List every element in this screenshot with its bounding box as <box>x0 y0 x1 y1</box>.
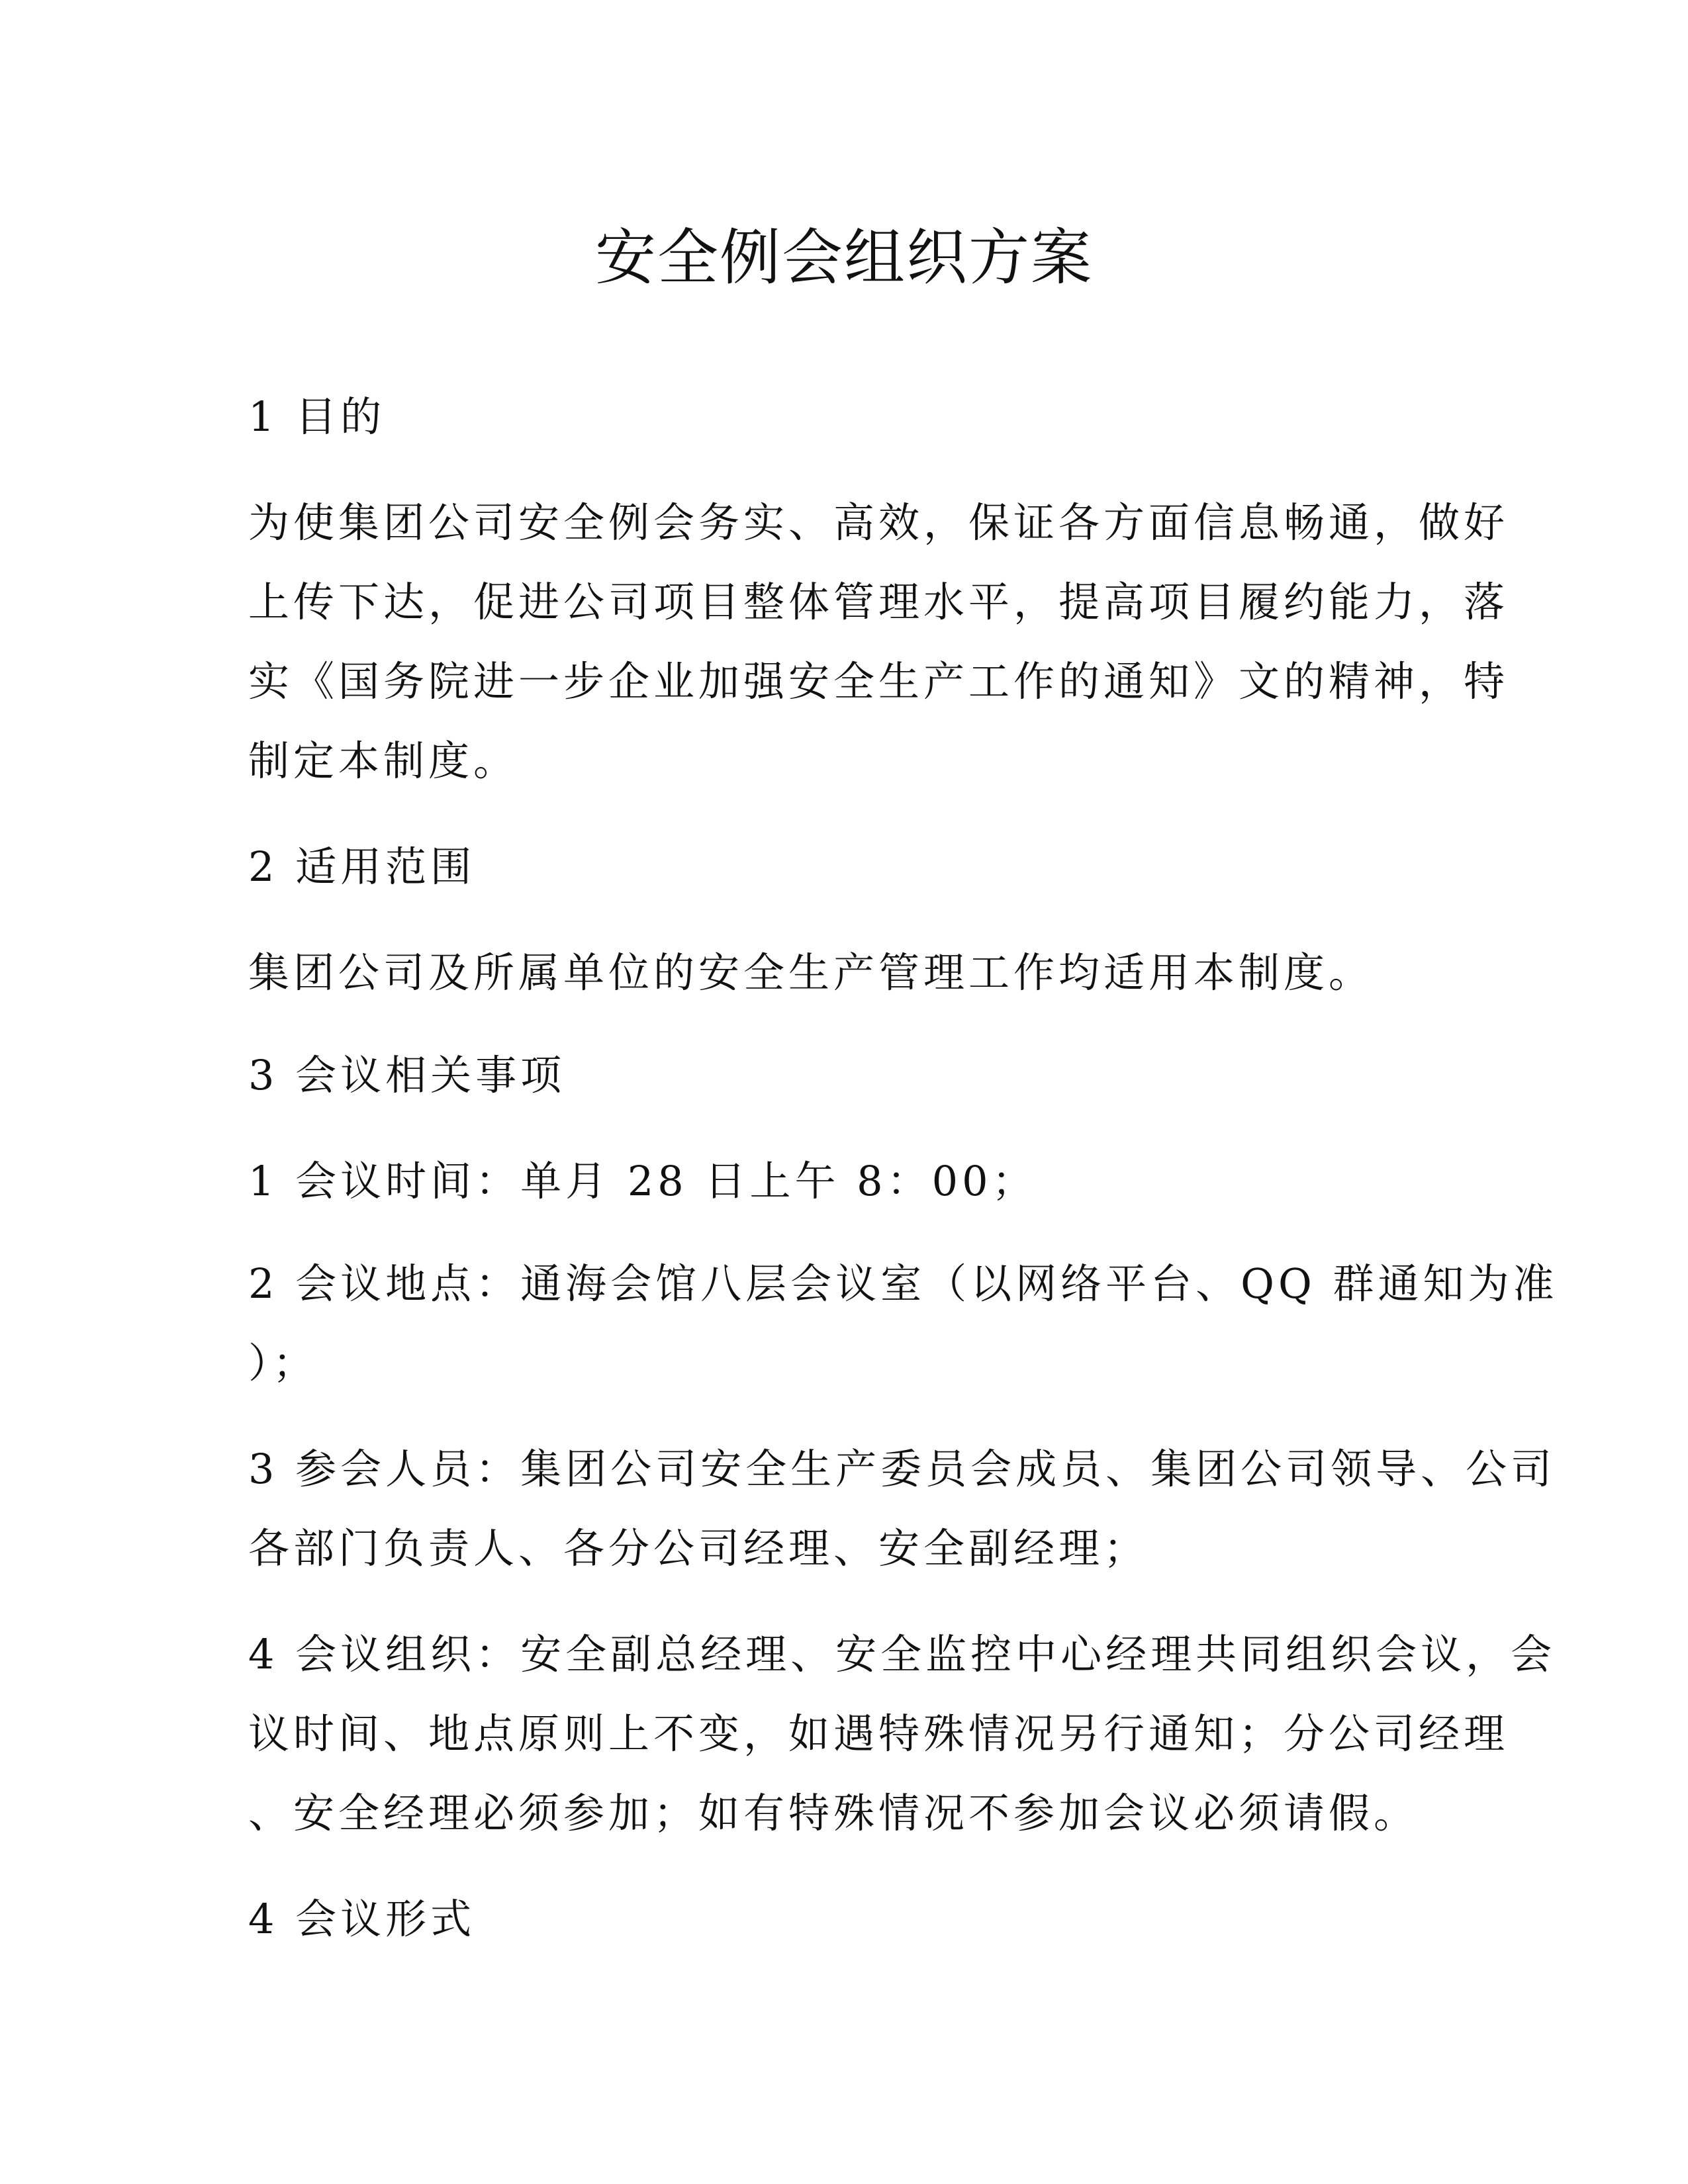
paragraph-line: 为使集团公司安全例会务实、高效，保证各方面信息畅通，做好 <box>248 498 1509 547</box>
section-3-heading <box>248 1036 1460 1115</box>
item-line: 议时间、地点原则上不变，如遇特殊情况另行通知；分公司经理 <box>248 1709 1509 1758</box>
meeting-item-time <box>248 1142 1460 1221</box>
item-line: ）； <box>248 1339 318 1387</box>
meeting-item-organization <box>248 1615 1556 1853</box>
section-heading-text: 3 会议相关事项 <box>248 1051 566 1099</box>
section-heading-text: 1 目的 <box>248 392 386 441</box>
item-line: 各部门负责人、各分公司经理、安全副经理； <box>248 1524 1149 1572</box>
item-line: 3 参会人员：集团公司安全生产委员会成员、集团公司领导、公司 <box>248 1445 1556 1493</box>
item-line: 4 会议组织：安全副总经理、安全监控中心经理共同组织会议，会 <box>248 1630 1556 1678</box>
meeting-item-attendees <box>248 1430 1556 1588</box>
item-line: 1 会议时间：单月 28 日上午 8：00； <box>248 1157 1037 1205</box>
section-1-body <box>248 483 1509 801</box>
section-2-heading <box>248 827 1460 907</box>
item-line: 、安全经理必须参加；如有特殊情况不参加会议必须请假。 <box>248 1789 1419 1837</box>
section-4-heading <box>248 1880 1460 1959</box>
paragraph-line: 集团公司及所属单位的安全生产管理工作均适用本制度。 <box>248 948 1374 997</box>
paragraph-line: 制定本制度。 <box>248 737 519 785</box>
paragraph-line: 上传下达，促进公司项目整体管理水平，提高项目履约能力，落 <box>248 578 1509 626</box>
section-heading-text: 4 会议形式 <box>248 1895 476 1943</box>
item-line: 2 会议地点：通海会馆八层会议室（以网络平台、QQ 群通知为准 <box>248 1259 1558 1308</box>
section-1-heading <box>248 377 1460 457</box>
meeting-item-location <box>248 1244 1558 1403</box>
document-title: 安全例会组织方案 <box>594 222 1093 293</box>
section-heading-text: 2 适用范围 <box>248 842 476 891</box>
paragraph-line: 实《国务院进一步企业加强安全生产工作的通知》文的精神，特 <box>248 657 1509 705</box>
section-2-body <box>248 933 1460 1013</box>
